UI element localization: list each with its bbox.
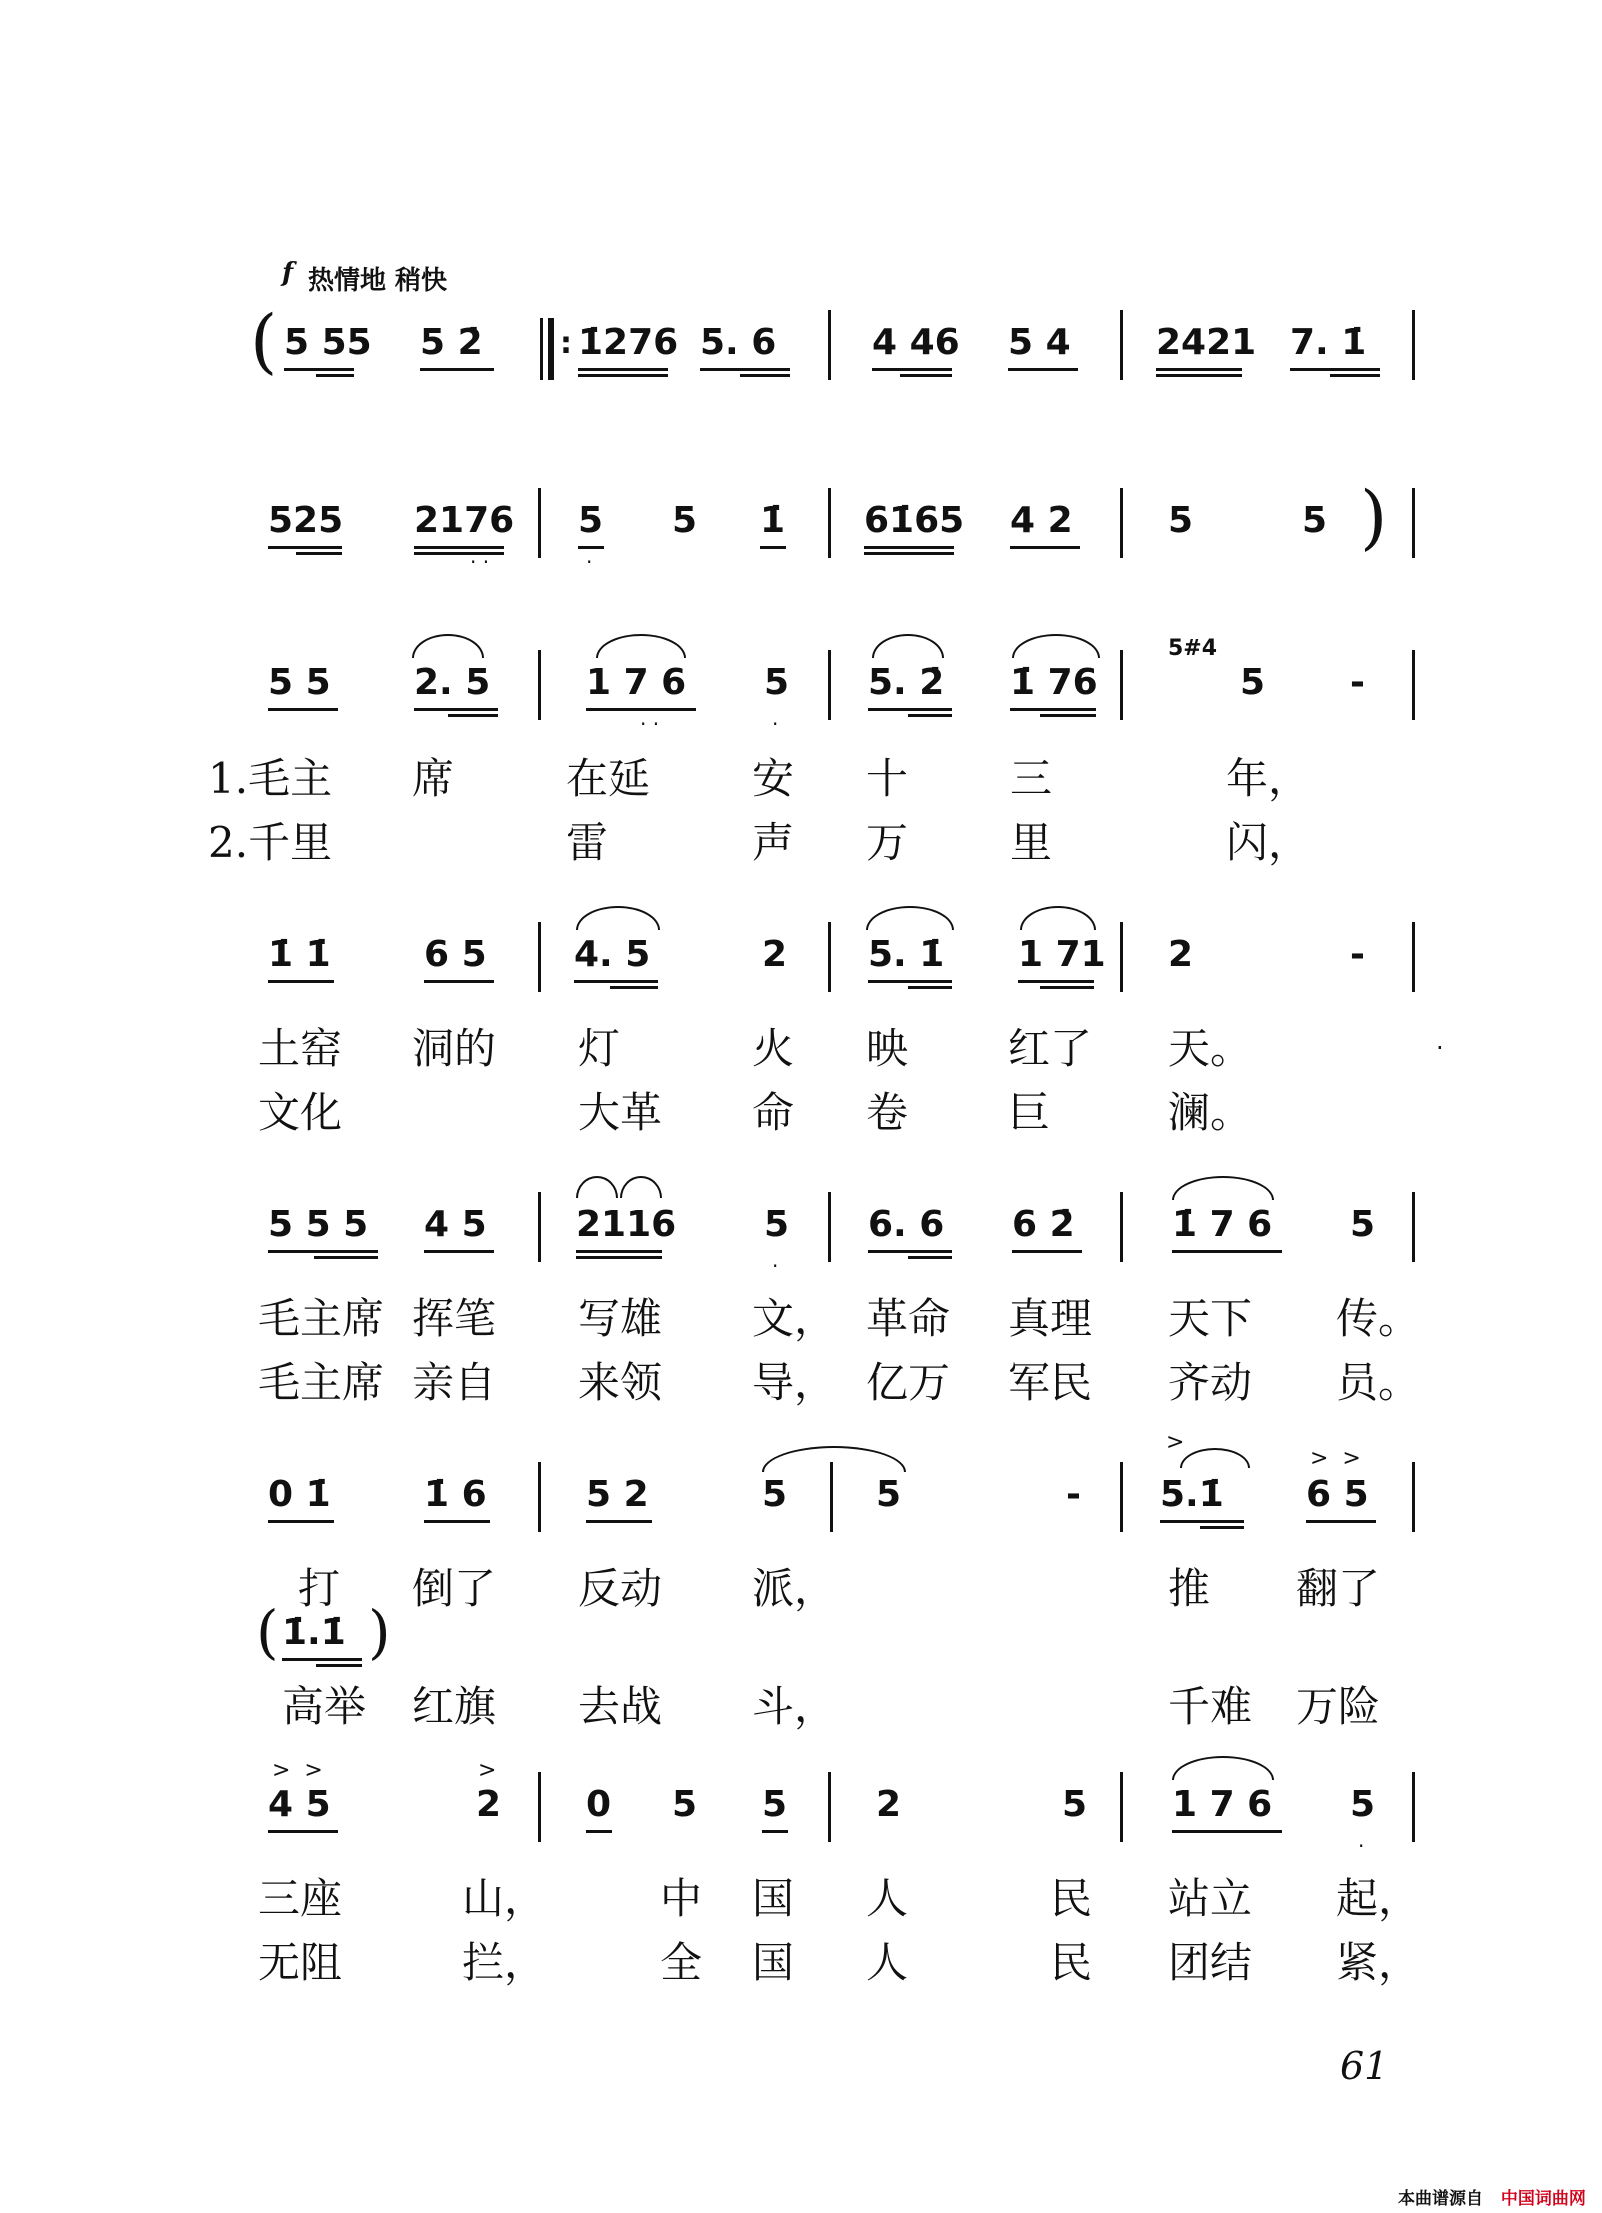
note-group: 4 46	[872, 322, 960, 363]
note-group: 525	[268, 500, 344, 541]
lyric: 推	[1168, 1564, 1211, 1613]
lyric: 雷	[566, 818, 609, 867]
footer-prefix: 本曲谱源自	[1398, 2189, 1483, 2209]
lyric: 2.千里	[208, 818, 333, 867]
lyric: 年，	[1226, 754, 1311, 803]
barline	[828, 310, 831, 380]
lyric: 全	[660, 1938, 703, 1987]
lyric: 三	[1010, 754, 1053, 803]
lyric: 高举	[282, 1682, 367, 1731]
repeat-barline-thick	[548, 318, 554, 380]
lyric: 里	[1010, 818, 1053, 867]
lyric: 站立	[1168, 1874, 1253, 1923]
lyric: 命	[752, 1088, 795, 1137]
system-2: 525 2176 5 5 1̇ 61̇65 4 2 5 5 ) · · ·	[0, 478, 1602, 598]
system-6: > > > 0 1̇ 1̇ 6 5 2 5 5 - 5.1̇ 6 5 打 倒了 反动 派， 推 翻了 ( 1̇.1̇ ) 高举 红旗 去战 斗， 千难 万险	[0, 1452, 1602, 1742]
lyric: 三座	[258, 1874, 343, 1923]
lyric: 打	[298, 1564, 341, 1613]
lyric: 红旗	[412, 1682, 497, 1731]
lyric: 来领	[578, 1358, 663, 1407]
lyric: 毛主席	[258, 1358, 385, 1407]
system-5: 5 5 5 4 5 2116 5 6. 6 6 2̇ 1̇ 7 6 5 · 毛主席 挥笔 写雄 文， 革命 真理 天下 传。 毛主席 亲自 来领 导， 亿万 军民 齐动 员。	[0, 1182, 1602, 1442]
footer-site: 中国词曲网	[1500, 2189, 1586, 2209]
lyric: 安	[752, 754, 795, 803]
lyric: 千难	[1168, 1682, 1253, 1731]
tempo-mark: 热情地 稍快	[308, 266, 448, 296]
footer-source	[1398, 2184, 1586, 2209]
intro-close-paren: )	[1360, 476, 1388, 558]
lyric: 亲自	[412, 1358, 497, 1407]
lyric: 去战	[578, 1682, 663, 1731]
lyric: 起，	[1336, 1874, 1421, 1923]
system-7: > > > 4 5 2 0 5 5 2 5 1 7 6 5 · 三座 山， 中 国 人 民 站立 起， 无阻 拦， 全 国 人 民 团结 紧，	[0, 1762, 1602, 2022]
lyric: 挥笔	[412, 1294, 497, 1343]
lyric: 国	[752, 1874, 795, 1923]
lyric: 在延	[566, 754, 651, 803]
lyric: 毛主席	[258, 1294, 385, 1343]
lyric: 员。	[1336, 1358, 1421, 1407]
lyric: 万险	[1296, 1682, 1381, 1731]
note-group: 7. 1̇	[1290, 322, 1367, 363]
system-3: 5#4 5 5 2. 5 1 7 6 5 5. 2̇ 1̇ 76 5 - · · · 1.毛主 席 在延 安 十 三 年， 2.千里 雷 声 万 里 闪，	[0, 640, 1602, 900]
lyric: 翻了	[1296, 1564, 1381, 1613]
lyric: 卷	[866, 1088, 909, 1137]
lyric: 写雄	[578, 1294, 663, 1343]
lyric: 天。	[1168, 1024, 1253, 1073]
note-group: 5. 6	[700, 322, 777, 363]
note-group: 61̇65	[864, 500, 965, 541]
system-4: 1̇ 1̇ 6 5 4. 5 2 5. 1̇ 1 71 2 - 土窑 洞的 灯 火 映 红了 天。 文化 大革 命 卷 巨 澜。 ·	[0, 912, 1602, 1172]
note-group: 5	[672, 500, 698, 541]
note-group: 5 4	[1008, 322, 1071, 363]
note-group: 5 2̇	[420, 322, 483, 363]
lyric: 闪，	[1226, 818, 1311, 867]
lyric: 国	[752, 1938, 795, 1987]
note-group: 1̇	[760, 500, 786, 541]
lyric: 倒了	[412, 1564, 497, 1613]
lyric: 火	[752, 1024, 795, 1073]
lyric: 映	[866, 1024, 909, 1073]
note-group: 5	[1302, 500, 1328, 541]
lyric: 澜。	[1168, 1088, 1253, 1137]
barline	[1412, 310, 1415, 380]
lyric: 灯	[578, 1024, 621, 1073]
lyric: 团结	[1168, 1938, 1253, 1987]
lyric: 天下	[1168, 1294, 1253, 1343]
lyric: 人	[866, 1938, 909, 1987]
lyric: 红了	[1008, 1024, 1093, 1073]
lyric: 革命	[866, 1294, 951, 1343]
note-group: 5	[1168, 500, 1194, 541]
lyric: 文，	[752, 1294, 837, 1343]
lyric: 无阻	[258, 1938, 343, 1987]
note-group: 4 2	[1010, 500, 1073, 541]
note-group: 2176	[414, 500, 515, 541]
lyric: 斗，	[752, 1682, 837, 1731]
barline	[1120, 310, 1123, 380]
note-group: 5 55	[284, 322, 372, 363]
lyric: 巨	[1008, 1088, 1051, 1137]
lyric: 山，	[462, 1874, 547, 1923]
repeat-barline	[540, 318, 543, 380]
alt-notes: 1̇.1̇	[282, 1612, 346, 1653]
lyric: 文化	[258, 1088, 343, 1137]
note-group: 1̇276	[578, 322, 679, 363]
lyric: 中	[660, 1874, 703, 1923]
intro-open-paren: (	[250, 300, 278, 382]
repeat-dots: :	[560, 326, 572, 361]
lyric: 席	[412, 754, 455, 803]
dynamic-mark: f	[282, 258, 294, 288]
lyric: 民	[1050, 1874, 1093, 1923]
lyric: 声	[752, 818, 795, 867]
lyric: 反动	[578, 1564, 663, 1613]
lyric: 军民	[1008, 1358, 1093, 1407]
lyric: 十	[866, 754, 909, 803]
lyric: 亿万	[866, 1358, 951, 1407]
system-1	[0, 300, 1602, 420]
lyric: 紧，	[1336, 1938, 1421, 1987]
lyric: 齐动	[1168, 1358, 1253, 1407]
note-group: 2421	[1156, 322, 1257, 363]
lyric: 拦，	[462, 1938, 547, 1987]
lyric: 民	[1050, 1938, 1093, 1987]
lyric: 万	[866, 818, 909, 867]
grace-notes: 5#4	[1168, 636, 1218, 661]
lyric: 派，	[752, 1564, 837, 1613]
lyric: 人	[866, 1874, 909, 1923]
lyric: 土窑	[258, 1024, 343, 1073]
lyric: 传。	[1336, 1294, 1421, 1343]
lyric: 真理	[1008, 1294, 1093, 1343]
page-number: 61	[1340, 2044, 1389, 2088]
lyric: 大革	[578, 1088, 663, 1137]
lyric: 1.毛主	[208, 754, 333, 803]
note-group: 5	[578, 500, 604, 541]
lyric: 导，	[752, 1358, 837, 1407]
lyric: 洞的	[412, 1024, 497, 1073]
